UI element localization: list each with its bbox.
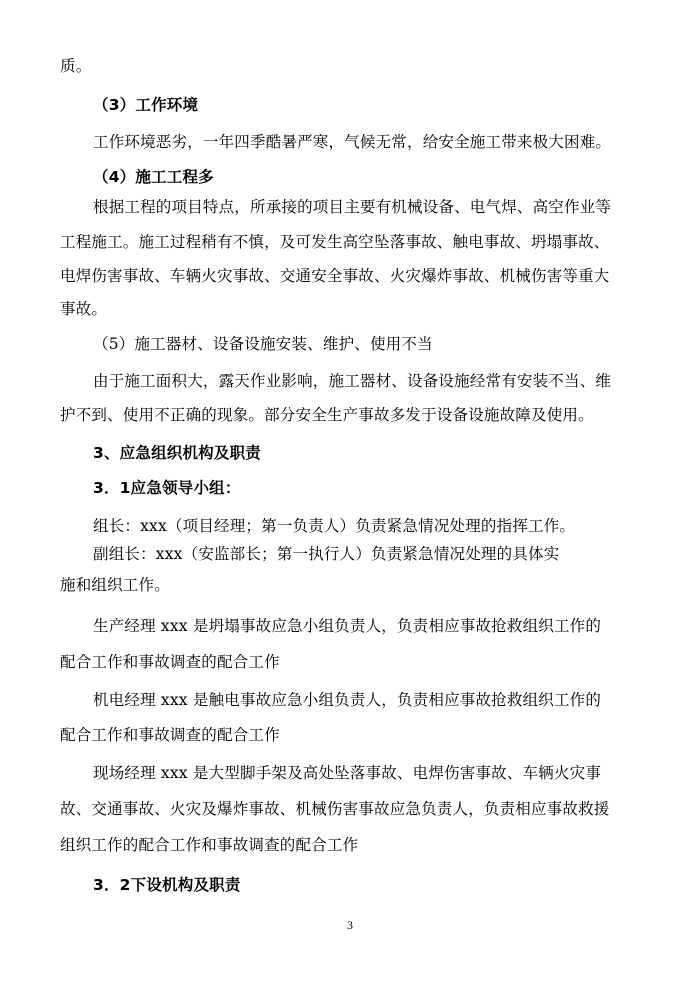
body-text-line: 工程施工。施工过程稍有不慎，及可发生高空坠落事故、触电事故、坍塌事故、 (60, 233, 610, 251)
body-text-line: 配合工作和事故调查的配合工作 (60, 726, 280, 744)
body-text-line: 事故。 (60, 300, 108, 318)
body-text-line: 机电经理 xxx 是触电事故应急小组负责人，负责相应事故抢救组织工作的 (93, 691, 602, 709)
body-text-line: 故、交通事故、火灾及爆炸事故、机械伤害事故应急负责人，负责相应事故救援 (60, 800, 610, 818)
body-text-line: 副组长：xxx（安监部长；第一执行人）负责紧急情况处理的具体实 (93, 545, 560, 563)
body-text-line: 由于施工面积大，露天作业影响，施工器材、设备设施经常有安装不当、维 (93, 372, 612, 390)
body-text-line: 电焊伤害事故、车辆火灾事故、交通安全事故、火灾爆炸事故、机械伤害等重大 (60, 267, 610, 285)
body-text-line: 根据工程的项目特点，所承接的项目主要有机械设备、电气焊、高空作业等 (93, 198, 612, 216)
section-heading: （4）施工工程多 (93, 168, 214, 186)
body-text-line: 组长：xxx（项目经理；第一负责人）负责紧急情况处理的指挥工作。 (93, 517, 576, 535)
section-heading: （3）工作环境 (93, 96, 199, 114)
subsection-heading: 3．2下设机构及职责 (93, 876, 241, 894)
body-text-line: 生产经理 xxx 是坍塌事故应急小组负责人，负责相应事故抢救组织工作的 (93, 617, 602, 635)
body-text-line: 护不到、使用不正确的现象。部分安全生产事故多发于设备设施故障及使用。 (60, 406, 594, 424)
body-text-line: 组织工作的配合工作和事故调查的配合工作 (60, 836, 359, 854)
subsection-heading: 3．1应急领导小组： (93, 479, 241, 497)
section-heading: （5）施工器材、设备设施安装、维护、使用不当 (93, 335, 433, 353)
body-text-line: 质。 (60, 57, 92, 75)
page-number: 3 (347, 918, 353, 932)
body-text-line: 施和组织工作。 (60, 576, 170, 594)
body-text-line: 配合工作和事故调查的配合工作 (60, 653, 280, 671)
body-text-line: 工作环境恶劣，一年四季酷暑严寒，气候无常，给安全施工带来极大困难。 (93, 133, 612, 151)
section-heading: 3、应急组织机构及职责 (93, 444, 261, 462)
body-text-line: 现场经理 xxx 是大型脚手架及高处坠落事故、电焊伤害事故、车辆火灾事 (93, 764, 602, 782)
